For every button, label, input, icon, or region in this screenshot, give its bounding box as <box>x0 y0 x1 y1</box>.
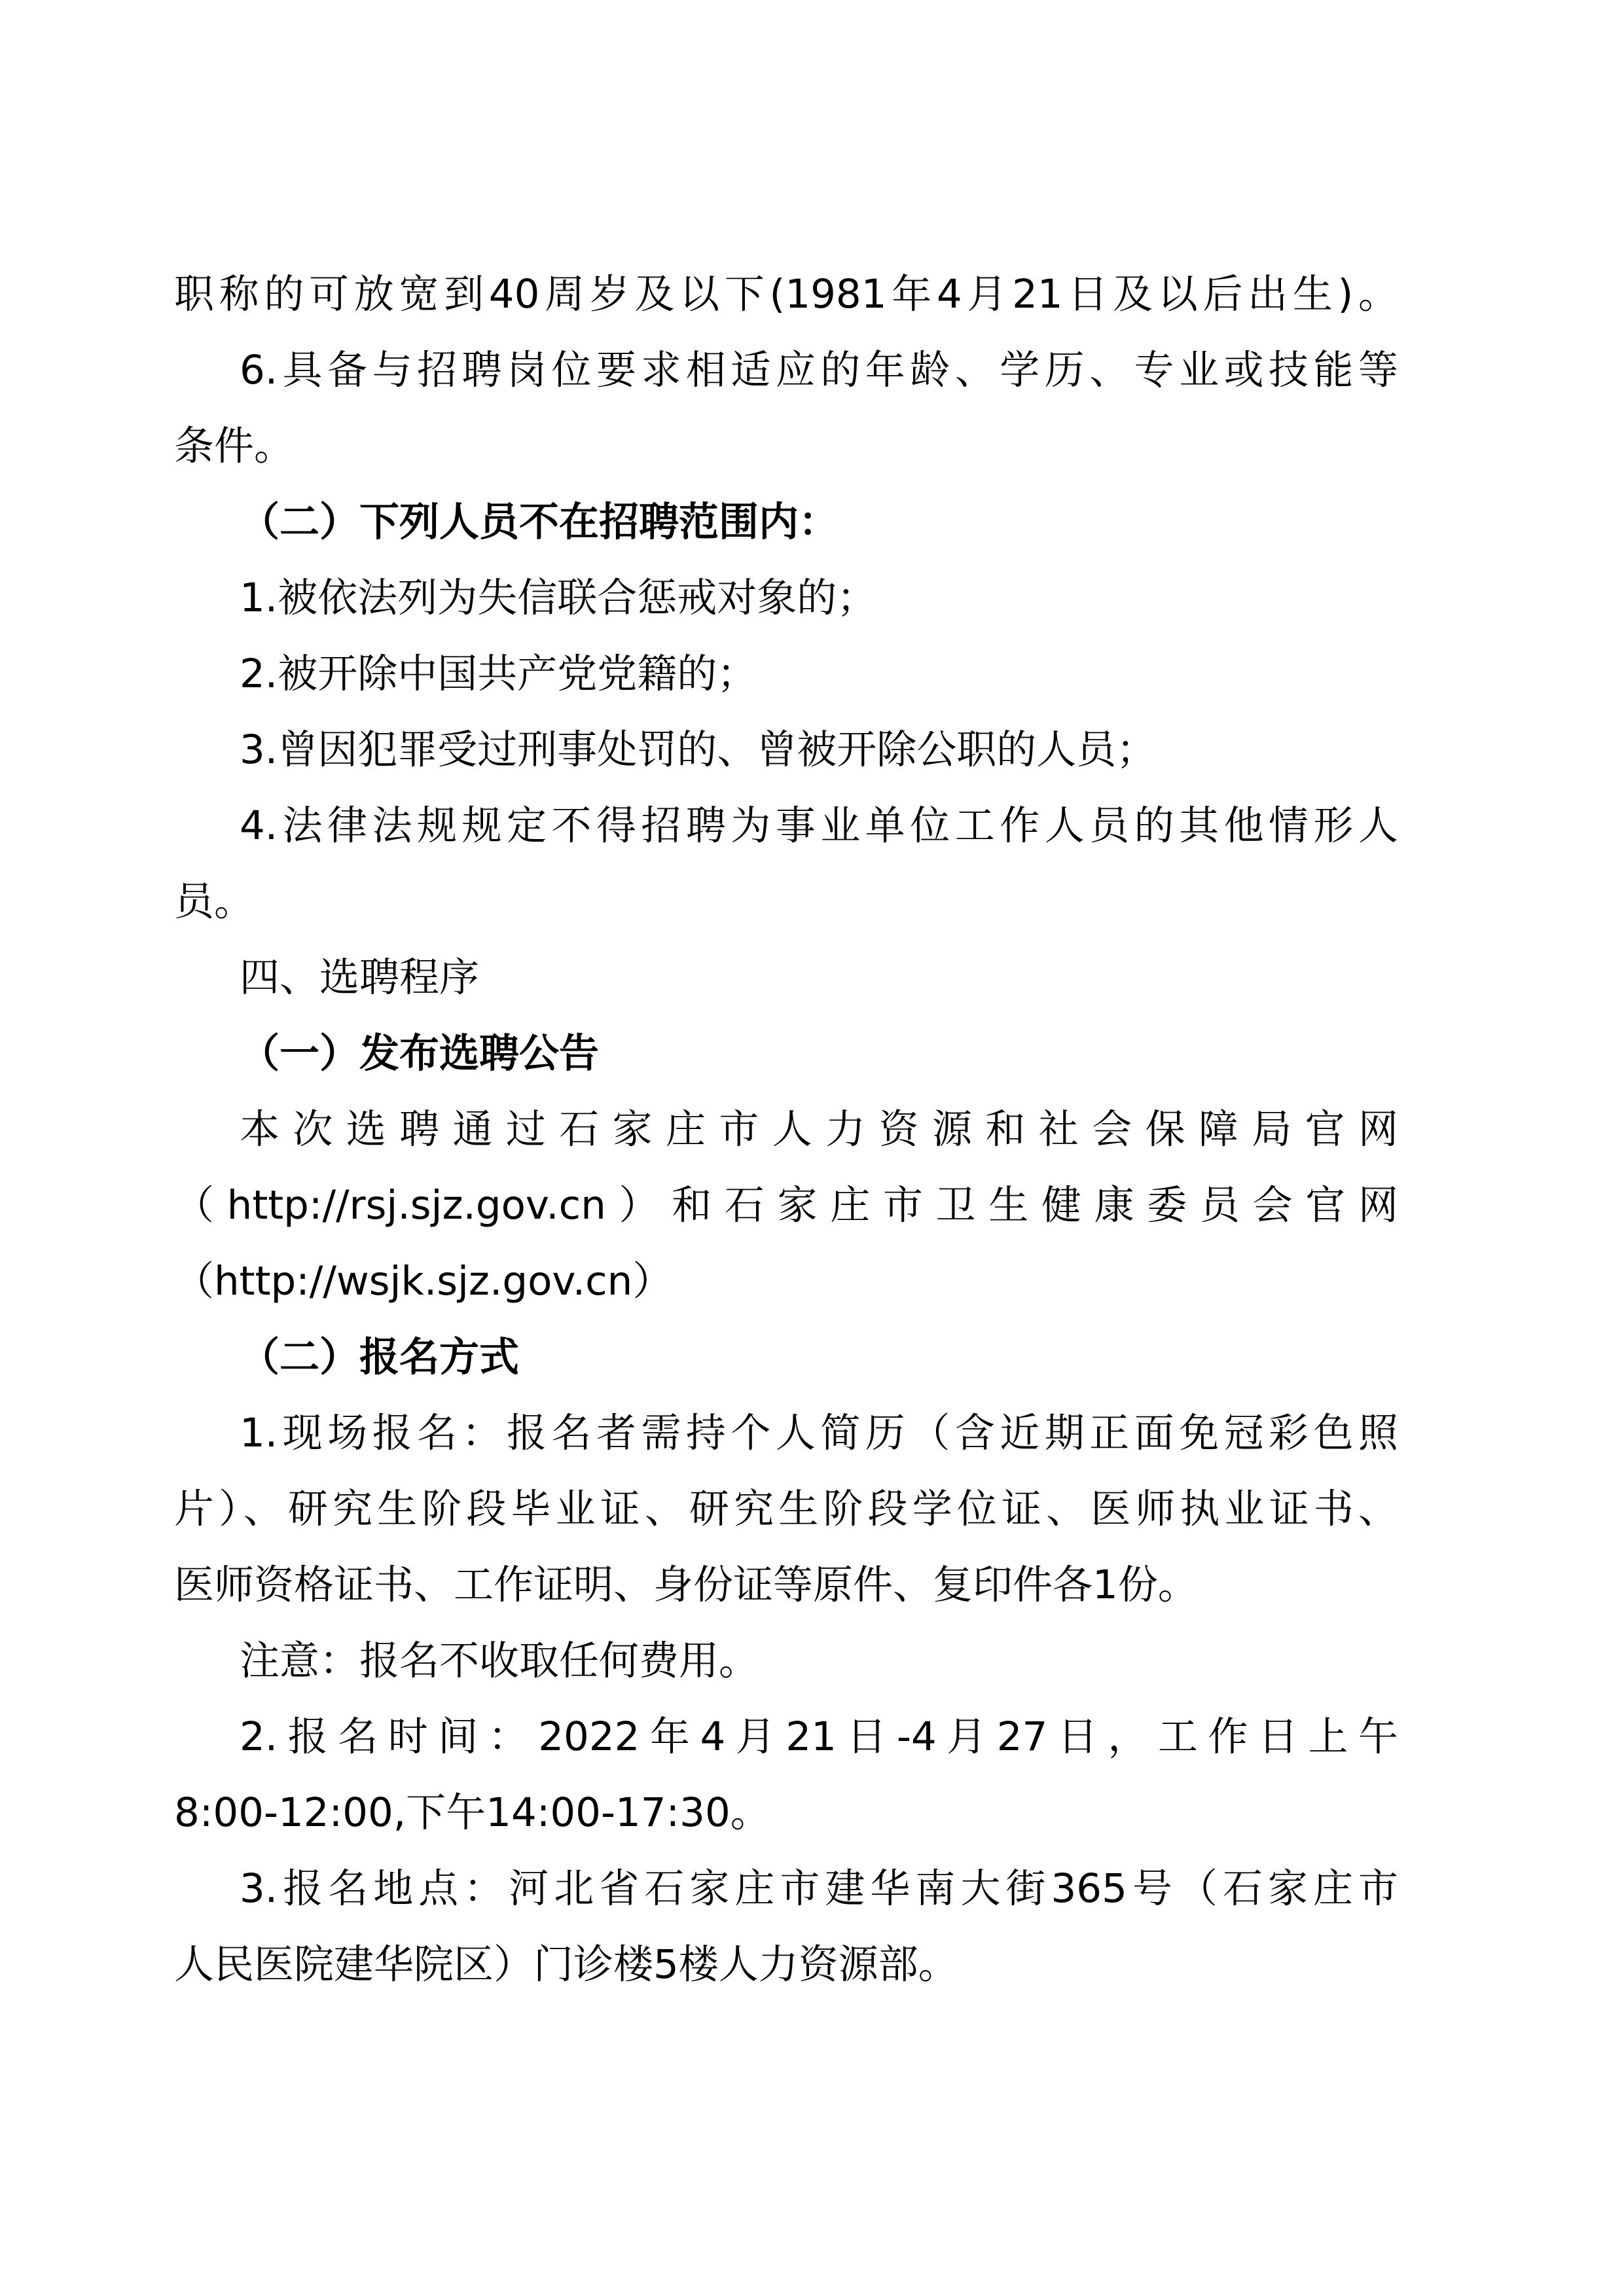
body-text-line: 员。 <box>174 878 255 925</box>
list-item-6: 6.具备与招聘岗位要求相适应的年龄、学历、专业或技能等 <box>240 347 1398 393</box>
section-title: 四、选聘程序 <box>240 954 480 1001</box>
list-item-1: 1.现场报名：报名者需持个人简历（含近期正面免冠彩色照 <box>240 1410 1398 1456</box>
list-item-4: 4.法律法规规定不得招聘为事业单位工作人员的其他情形人 <box>240 802 1398 849</box>
body-text-line: 医师资格证书、工作证明、身份证等原件、复印件各1份。 <box>174 1562 1198 1608</box>
body-text-line: 本次选聘通过石家庄市人力资源和社会保障局官网 <box>240 1106 1398 1153</box>
list-item-1: 1.被依法列为失信联合惩戒对象的； <box>240 575 877 621</box>
section-heading: （二）报名方式 <box>240 1334 520 1380</box>
section-heading: （一）发布选聘公告 <box>240 1030 600 1077</box>
list-item-3: 3.报名地点：河北省石家庄市建华南大街365号（石家庄市 <box>240 1865 1398 1912</box>
note-line: 注意：报名不收取任何费用。 <box>240 1638 759 1684</box>
body-text-line: 8:00-12:00,下午14:00-17:30。 <box>174 1789 770 1836</box>
body-text-line: 职称的可放宽到40周岁及以下(1981年4月21日及以后出生)。 <box>174 271 1398 317</box>
list-item-3: 3.曾因犯罪受过刑事处罚的、曾被开除公职的人员； <box>240 726 1157 773</box>
section-heading: （二）下列人员不在招聘范围内： <box>240 499 839 545</box>
body-text-line: 人民医院建华院区）门诊楼5楼人力资源部。 <box>174 1941 958 1988</box>
body-text-line: （http://rsj.sjz.gov.cn）和石家庄市卫生健康委员会官网 <box>174 1182 1398 1229</box>
body-text-line: 片）、研究生阶段毕业证、研究生阶段学位证、医师执业证书、 <box>174 1486 1398 1532</box>
body-text-line: （http://wsjk.sjz.gov.cn） <box>174 1258 673 1304</box>
list-item-2: 2.被开除中国共产党党籍的； <box>240 651 757 697</box>
list-item-2: 2.报名时间：2022年4月21日-4月27日，工作日上午 <box>240 1713 1398 1760</box>
body-text-line: 条件。 <box>174 423 295 469</box>
